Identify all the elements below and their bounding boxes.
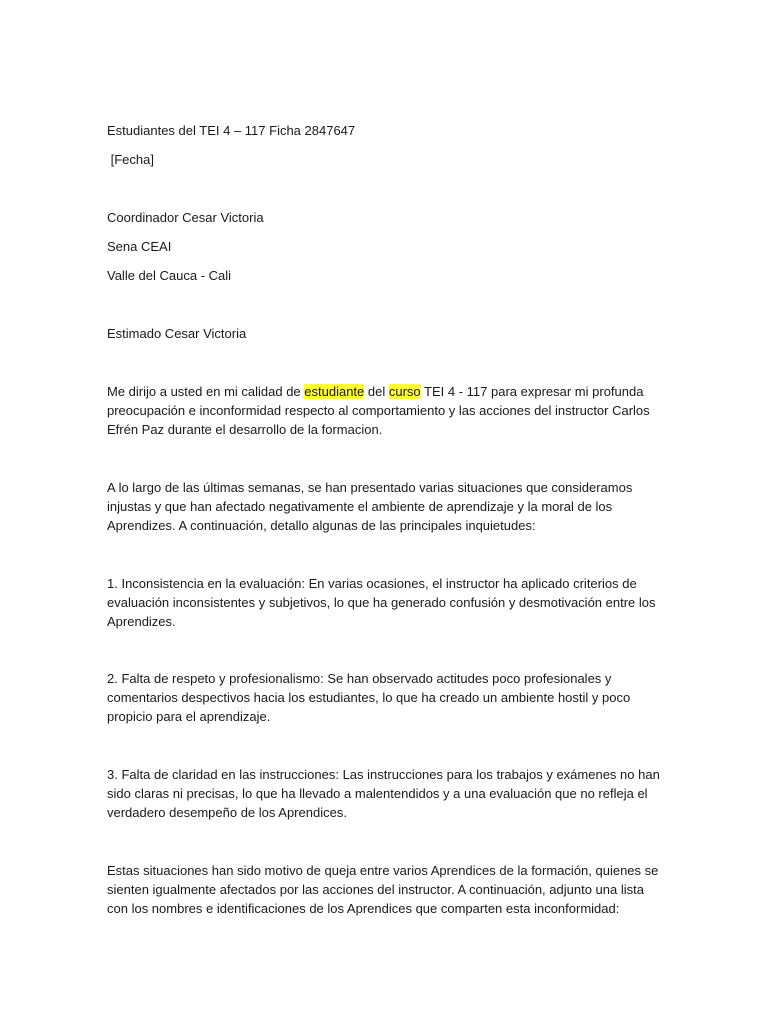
highlighted-word-curso: curso [388,384,421,399]
intro-text-2: del [364,384,389,399]
date-line: [Fecha] [107,152,154,167]
concern-item-2: 2. Falta de respeto y profesionalismo: Se han observado actitudes poco profesionales y comentarios despectivos hacia los estudiantes, lo que ha creado un ambiente hostil y poco propicio para el aprendizaje. [107,671,631,724]
intro-text-3: TEI 4 - 117 para expresar mi profunda preocupación e inconformidad respecto al comportamiento y las acciones del instructor Carlos Efrén Paz durante el desarrollo de la formacion. [107,384,650,437]
closing-paragraph: Estas situaciones han sido motivo de queja entre varios Aprendices de la formación, quienes se sienten igualmente afectados por las acciones del instructor. A continuación, adjunto una lista con los nombres e identificaciones de los Aprendices que comparten esta inconformidad: [107,863,659,916]
concern-item-3: 3. Falta de claridad en las instrucciones: Las instrucciones para los trabajos y exámenes no han sido claras ni precisas, lo que ha llevado a malentendidos y a una evaluación que no refleja el verdadero desempeño de los Aprendices. [107,767,660,820]
highlighted-word-estudiante: estudiante [304,384,365,399]
recipient-organization: Sena CEAI [107,239,172,254]
intro-text-1: Me dirijo a usted en mi calidad de [107,384,305,399]
intro-paragraph [107,382,667,439]
sender-line: Estudiantes del TEI 4 – 117 Ficha 2847647 [107,123,356,138]
recipient-name: Coordinador Cesar Victoria [107,210,264,225]
recipient-location: Valle del Cauca - Cali [107,268,232,283]
salutation: Estimado Cesar Victoria [107,326,247,341]
concern-item-1: 1. Inconsistencia en la evaluación: En varias ocasiones, el instructor ha aplicado criterios de evaluación inconsistentes y subjetivos, lo que ha generado confusión y desmotivación entre los Aprendizes. [107,576,656,629]
context-paragraph: A lo largo de las últimas semanas, se han presentado varias situaciones que consideramos injustas y que han afectado negativamente el ambiente de aprendizaje y la moral de los Aprendizes. A continuación, detallo algunas de las principales inquietudes: [107,480,633,533]
